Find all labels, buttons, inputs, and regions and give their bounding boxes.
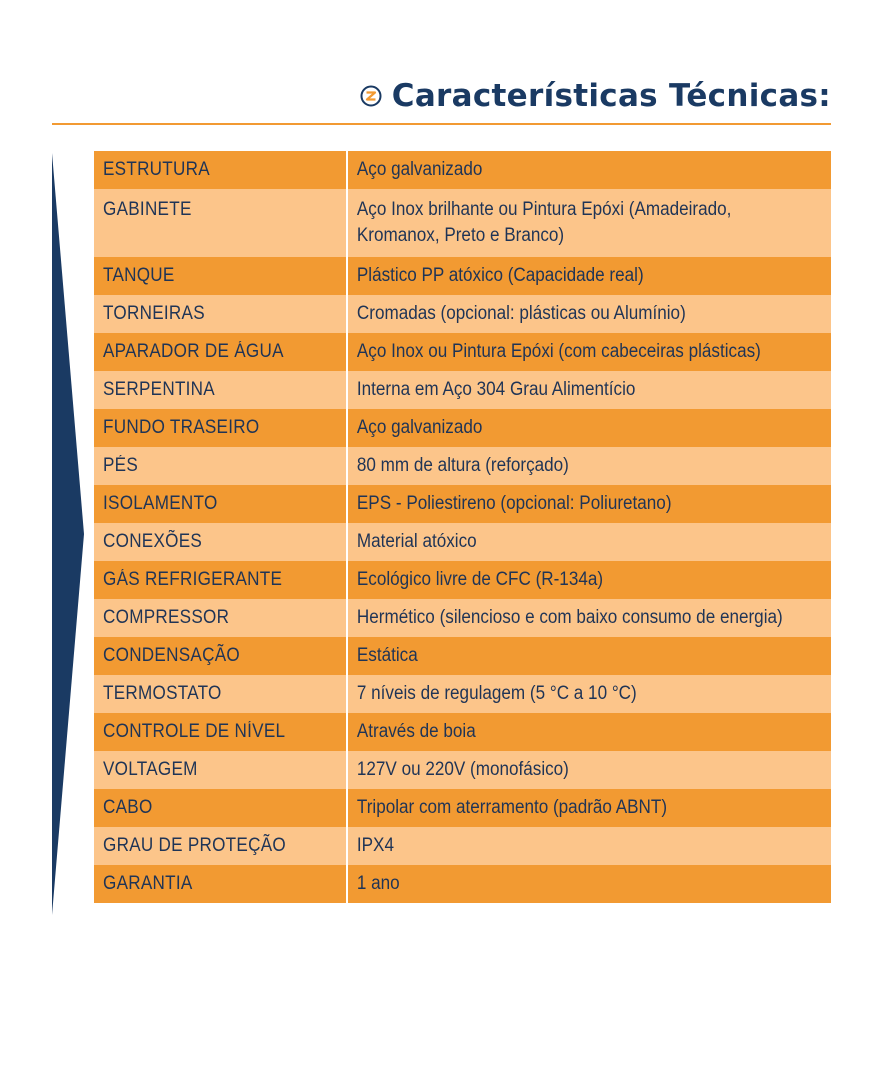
spec-label: APARADOR DE ÁGUA <box>94 333 322 371</box>
spec-value: Tripolar com aterramento (padrão ABNT) <box>356 797 668 818</box>
spec-row-cabo <box>94 789 831 827</box>
spec-value: Aço galvanizado <box>356 159 483 180</box>
spec-row-tanque <box>94 257 831 295</box>
spec-label: ESTRUTURA <box>94 151 322 189</box>
spec-row-fundo-traseiro <box>94 409 831 447</box>
spec-row-torneiras <box>94 295 831 333</box>
spec-label: CONEXÕES <box>94 523 322 561</box>
spec-value: Através de boia <box>356 721 476 742</box>
spec-label: SERPENTINA <box>94 371 322 409</box>
spec-label: TERMOSTATO <box>94 675 322 713</box>
spec-label: TANQUE <box>94 257 322 295</box>
spec-row-aparador <box>94 333 831 371</box>
spec-row-conexoes <box>94 523 831 561</box>
z-circle-logo-icon <box>360 85 382 107</box>
spec-value <box>347 189 783 257</box>
spec-label: GÁS REFRIGERANTE <box>94 561 322 599</box>
spec-label: GARANTIA <box>94 865 322 903</box>
spec-value: Hermético (silencioso e com baixo consumo de energia) <box>356 607 783 628</box>
spec-value: Ecológico livre de CFC (R-134a) <box>356 569 604 590</box>
spec-row-serpentina <box>94 371 831 409</box>
spec-value-line: Aço Inox brilhante ou Pintura Epóxi (Amadeirado, <box>356 199 732 220</box>
spec-row-voltagem <box>94 751 831 789</box>
spec-value: Aço galvanizado <box>356 417 483 438</box>
spec-row-grau-protecao <box>94 827 831 865</box>
spec-row-isolamento <box>94 485 831 523</box>
spec-value: 1 ano <box>356 873 400 894</box>
spec-value-line: Kromanox, Preto e Branco) <box>356 225 565 246</box>
spec-row-gabinete <box>94 189 831 257</box>
spec-label: VOLTAGEM <box>94 751 322 789</box>
spec-value: Material atóxico <box>356 531 477 552</box>
spec-value: Estática <box>356 645 418 666</box>
spec-value: IPX4 <box>356 835 394 856</box>
navy-wedge-decoration <box>52 153 84 915</box>
spec-value: 7 níveis de regulagem (5 °C a 10 °C) <box>356 683 637 704</box>
spec-label: COMPRESSOR <box>94 599 322 637</box>
spec-label: CONTROLE DE NÍVEL <box>94 713 322 751</box>
spec-row-controle-nivel <box>94 713 831 751</box>
spec-label: FUNDO TRASEIRO <box>94 409 322 447</box>
header-divider <box>52 123 831 125</box>
spec-row-gas-refrigerante <box>94 561 831 599</box>
spec-value: EPS - Poliestireno (opcional: Poliuretano) <box>356 493 672 514</box>
page-title: Características Técnicas: <box>391 78 831 114</box>
spec-value: Aço Inox ou Pintura Epóxi (com cabeceiras plásticas) <box>356 341 761 362</box>
spec-label: PÉS <box>94 447 322 485</box>
spec-label: ISOLAMENTO <box>94 485 322 523</box>
spec-row-condensacao <box>94 637 831 675</box>
spec-value: Interna em Aço 304 Grau Alimentício <box>356 379 636 400</box>
spec-label: CONDENSAÇÃO <box>94 637 322 675</box>
spec-value: Cromadas (opcional: plásticas ou Alumínio) <box>356 303 686 324</box>
spec-label: GABINETE <box>94 189 322 257</box>
spec-label: TORNEIRAS <box>94 295 322 333</box>
spec-label: CABO <box>94 789 322 827</box>
spec-row-compressor <box>94 599 831 637</box>
spec-row-termostato <box>94 675 831 713</box>
spec-value: 80 mm de altura (reforçado) <box>356 455 569 476</box>
spec-value: 127V ou 220V (monofásico) <box>356 759 569 780</box>
spec-row-estrutura <box>94 151 831 189</box>
spec-label: GRAU DE PROTEÇÃO <box>94 827 322 865</box>
spec-row-pes <box>94 447 831 485</box>
page-header <box>360 72 831 120</box>
spec-row-garantia <box>94 865 831 903</box>
specifications-table <box>94 151 831 903</box>
spec-value: Plástico PP atóxico (Capacidade real) <box>356 265 644 286</box>
